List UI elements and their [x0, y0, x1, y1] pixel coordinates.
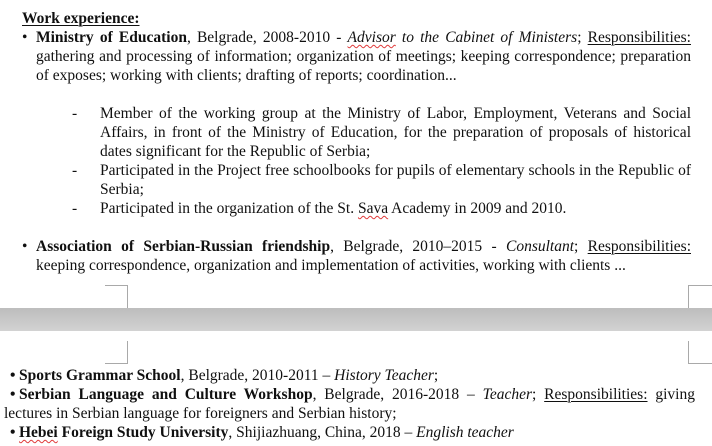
text-run: English teacher	[416, 424, 514, 441]
text-run: Ministry of Education	[36, 29, 187, 46]
text-run: gathering and processing of information; organization of meetings; keeping correspondence; preparation of exposes; working with clients; drafting of reports; coordination...	[36, 48, 691, 84]
text-run: ;	[433, 367, 439, 384]
achievement-st-sava-academy[interactable]	[22, 199, 691, 218]
job-entry-sports-grammar-school[interactable]	[4, 366, 695, 385]
text-run: Responsibilities:	[587, 29, 691, 46]
text-run: Work experience:	[22, 10, 140, 27]
text-boundary-mark-bottom-right	[688, 285, 712, 308]
text-run: , Belgrade, 2010–2015 -	[330, 238, 506, 255]
page-break-gap	[0, 308, 712, 331]
bullet-marker: •	[10, 386, 16, 403]
section-heading-work-experience[interactable]	[22, 9, 691, 28]
text-run: , Shijiazhuang, China, 2018 –	[228, 424, 417, 441]
text-run: Responsibilities:	[544, 386, 648, 403]
text-run: giving lectures in Serbian language for foreigners and Serbian history;	[4, 386, 695, 422]
text-run: , Belgrade, 2010-2011 –	[180, 367, 335, 384]
bullet-marker: •	[22, 238, 28, 255]
text-run: keeping correspondence, organization and implementation of activities, working with clients ...	[36, 257, 626, 274]
achievement-free-schoolbooks[interactable]	[22, 161, 691, 199]
job-entry-association-serbian-russian[interactable]	[22, 237, 691, 275]
text-run: History Teacher	[334, 367, 434, 384]
job-entry-hebei-foreign-study-university[interactable]	[4, 423, 695, 442]
dash-marker: -	[72, 200, 78, 217]
text-run: Member of the working group at the Ministry of Labor, Employment, Veterans and Social Affairs, in front of the Ministry of Education, for the preparation of proposals of historical dates significant for the Republic of Serbia;	[100, 105, 691, 160]
blank-line[interactable]	[22, 85, 691, 104]
text-run: Hebei	[19, 424, 58, 441]
page-2[interactable]	[0, 331, 712, 446]
text-run: Advisor	[347, 29, 396, 46]
text-run: Foreign Study University	[57, 424, 229, 441]
dash-marker: -	[72, 162, 78, 179]
text-run: Consultant	[505, 238, 575, 255]
text-run: Participated in the organization of the St.	[100, 200, 358, 217]
text-run: , Belgrade, 2016-2018 –	[312, 386, 483, 403]
text-boundary-mark-bottom-left	[105, 285, 128, 308]
bullet-marker: •	[10, 424, 16, 441]
dash-marker: -	[72, 105, 78, 122]
text-run: Participated in the Project free schoolbooks for pupils of elementary schools in the Republic of Serbia;	[100, 162, 691, 198]
text-run: , Belgrade, 2008-2010 -	[186, 29, 348, 46]
achievement-working-group[interactable]	[22, 104, 691, 161]
text-boundary-mark-top-left	[105, 341, 128, 364]
text-run: Responsibilities:	[587, 238, 691, 255]
text-run: Academy in 2009 and 2010.	[388, 200, 567, 217]
text-run: Teacher	[482, 386, 532, 403]
text-run: Serbian Language and Culture Workshop	[19, 386, 313, 403]
bullet-marker: •	[10, 367, 16, 384]
blank-line[interactable]	[22, 218, 691, 237]
job-entry-serbian-language-workshop[interactable]	[4, 385, 695, 423]
text-run: Association of Serbian-Russian friendship	[36, 238, 331, 255]
text-run: ;	[577, 29, 588, 46]
text-run: to the Cabinet of Ministers	[395, 29, 578, 46]
text-run: ;	[532, 386, 545, 403]
text-run: ;	[574, 238, 588, 255]
bullet-marker: •	[22, 29, 28, 46]
text-run: Sports Grammar School	[19, 367, 181, 384]
job-entry-ministry-of-education[interactable]	[22, 28, 691, 85]
text-boundary-mark-top-right	[688, 341, 712, 364]
text-run: Sava	[357, 200, 389, 217]
